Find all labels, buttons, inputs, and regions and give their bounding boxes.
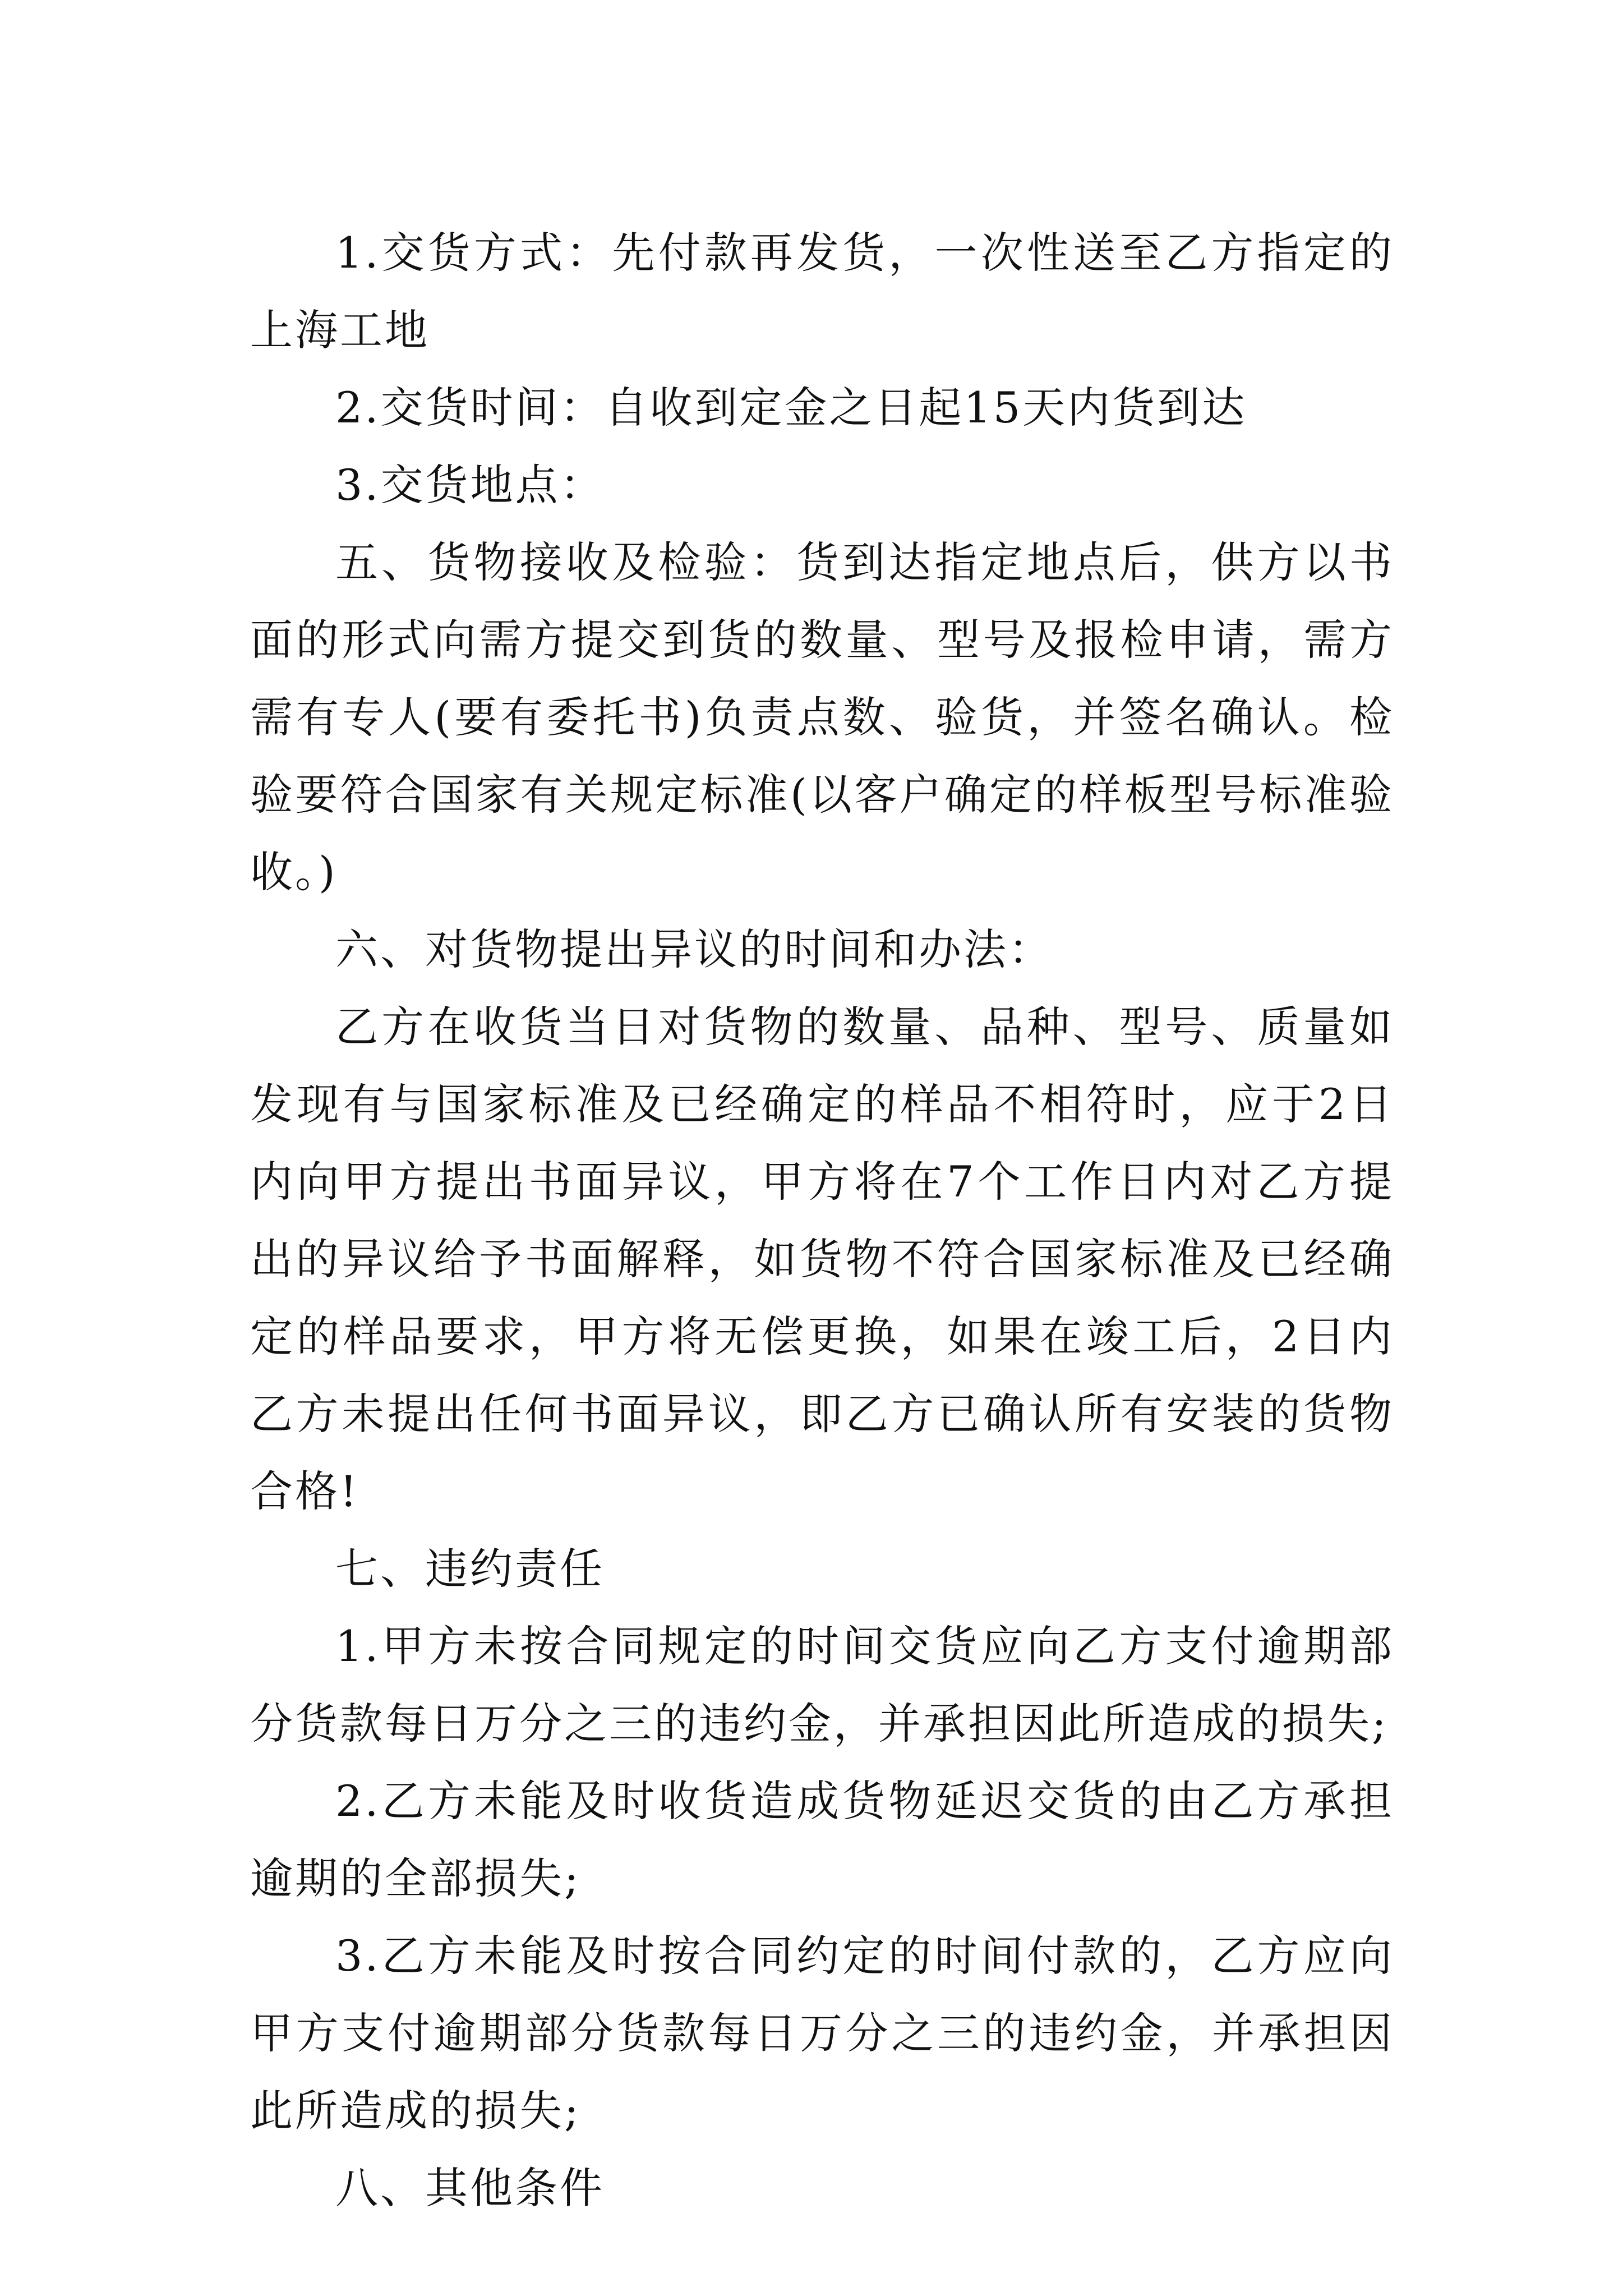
- paragraph-delivery-place: 3.交货地点：: [335, 460, 605, 510]
- paragraph-liability-2: 2.乙方未能及时收货造成货物延迟交货的由乙方承担逾期的全部损失;: [250, 1776, 1394, 1903]
- paragraph-delivery-time: 2.交货时间：自收到定金之日起15天内货到达: [335, 383, 1247, 432]
- paragraph-delivery-method: 1.交货方式：先付款再发货，一次性送至乙方指定的上海工地: [250, 228, 1394, 355]
- paragraph-objection-detail: 乙方在收货当日对货物的数量、品种、型号、质量如发现有与国家标准及已经确定的样品不相符时，应于2日内向甲方提出书面异议，甲方将在7个工作日内对乙方提出的异议给予书面解释，如货物不符合国家标准及已经确定的样品要求，甲方将无偿更换，如果在竣工后，2日内乙方未提出任何书面异议，即乙方已确认所有安装的货物合格!: [250, 1002, 1394, 1516]
- paragraph-objection-heading: 六、对货物提出异议的时间和办法：: [335, 924, 1053, 974]
- document-body: [250, 214, 1394, 2227]
- paragraph-receipt-inspection: 五、货物接收及检验：货到达指定地点后，供方以书面的形式向需方提交到货的数量、型号及报检申请，需方需有专人(要有委托书)负责点数、验货，并签名确认。检验要符合国家有关规定标准(以客户确定的样板型号标准验收。): [250, 537, 1394, 897]
- paragraph-liability-heading: 七、违约责任: [335, 1544, 605, 1594]
- paragraph-other-conditions: 八、其他条件: [335, 2163, 605, 2213]
- paragraph-liability-1: 1.甲方未按合同规定的时间交货应向乙方支付逾期部分货款每日万分之三的违约金，并承担因此所造成的损失;: [250, 1621, 1394, 1749]
- paragraph-liability-3: 3.乙方未能及时按合同约定的时间付款的，乙方应向甲方支付逾期部分货款每日万分之三的违约金，并承担因此所造成的损失;: [250, 1931, 1394, 2136]
